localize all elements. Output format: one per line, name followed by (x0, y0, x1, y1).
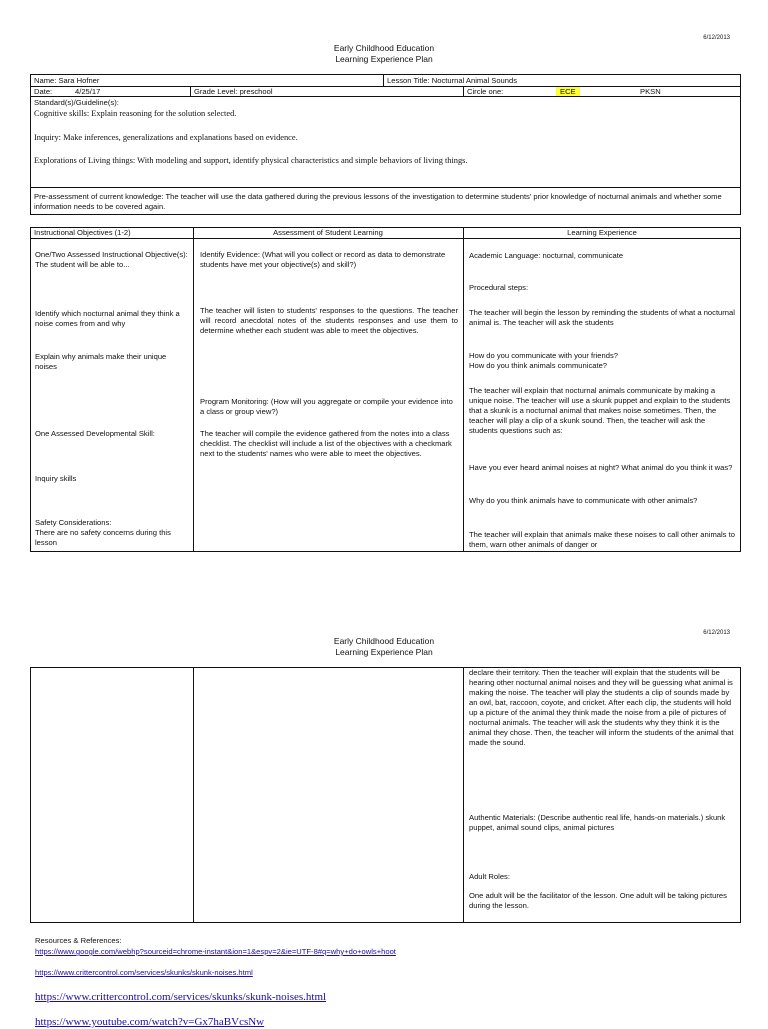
adult-roles-heading: Adult Roles: (469, 872, 510, 881)
title-line-1: Early Childhood Education (333, 636, 435, 646)
resource-link-1[interactable]: https://www.google.com/webhp?sourceid=chrome-instant&ion=1&espv=2&ie=UTF-8#q=why+do+owls+hoot (35, 947, 396, 956)
evidence-text: The teacher will listen to students' responses to the questions. The teacher will record anecdotal notes of the students responses and use them to determine whether each student was able to meet the objectives. (200, 306, 458, 335)
standards-heading: Standard(s)/Guideline(s): (34, 98, 119, 107)
title-line-1: Early Childhood Education (333, 43, 435, 53)
page-gap (0, 560, 768, 618)
resource-link-3[interactable]: https://www.crittercontrol.com/services/skunks/skunk-noises.html (35, 991, 327, 1003)
procedure-paragraph-3: The teacher will explain that animals make these noises to call other animals to them, warn other animals of danger or (469, 530, 735, 549)
authentic-materials: Authentic Materials: (Describe authentic real life, hands-on materials.) skunk puppet, animal sound clips, animal pictures (469, 813, 726, 832)
date-value: 4/25/17 (75, 87, 101, 96)
safety-heading: Safety Considerations: (35, 518, 112, 527)
adult-roles-text: One adult will be the facilitator of the lesson. One adult will be taking pictures during the lesson. (469, 891, 727, 910)
page-date: 6/12/2013 (703, 35, 730, 41)
date-label: Date: (34, 87, 53, 96)
objective-2: Explain why animals make their unique noises (35, 352, 167, 371)
question-3: Have you ever heard animal noises at night? What animal do you think it was? (469, 463, 733, 472)
grade-level-field: Grade Level: preschool (194, 87, 273, 96)
academic-language: Academic Language: nocturnal, communicate (469, 251, 624, 260)
document-title (0, 43, 768, 65)
column-header-objectives: Instructional Objectives (1-2) (34, 228, 131, 237)
standard-inquiry: Inquiry: Make inferences, generalizations and explanations based on evidence. (34, 133, 298, 142)
identify-evidence: Identify Evidence: (What will you collect or record as data to demonstrate students have met your objective(s) and skill?) (200, 250, 446, 269)
resource-link-4[interactable]: https://www.youtube.com/watch?v=Gx7haBVcsNw (35, 1016, 265, 1028)
question-4: Why do you think animals have to communicate with other animals? (469, 496, 698, 505)
column-header-assessment: Assessment of Student Learning (273, 228, 383, 237)
page-date: 6/12/2013 (703, 630, 730, 636)
program-monitoring: Program Monitoring: (How will you aggregate or compile your evidence into a class or group view?) (200, 397, 453, 416)
resources-heading: Resources & References: (35, 936, 122, 945)
standard-cognitive: Cognitive skills: Explain reasoning for the solution selected. (34, 109, 237, 118)
ece-option: ECE (556, 87, 580, 97)
lesson-title-field: Lesson Title: Nocturnal Animal Sounds (387, 76, 518, 85)
safety-text: There are no safety concerns during this lesson (35, 528, 171, 547)
document-page-2 (0, 618, 768, 1028)
compile-text: The teacher will compile the evidence gathered from the notes into a class checklist. The checklist will include a list of the objectives with a checkmark next to the students' names who were able to meet the objectives. (200, 429, 452, 458)
procedure-continued: declare their territory. Then the teacher will explain that the students will be hearing other nocturnal animal noises and they will be guessing what animal is making the noise. The teacher will play the students a clip of sounds made by an owl, bat, raccoon, coyote, and cricket. After each clip, the students will hold up a picture of the animal they think made the noise from a pile of pictures of nocturnal animals. The teacher will ask the students why they think it is the animal they chose. Then, the teacher will inform the students of the animal that made the sound. (469, 668, 734, 747)
objective-1: Identify which nocturnal animal they think a noise comes from and why (35, 309, 180, 328)
inquiry-skills: Inquiry skills (35, 474, 77, 483)
standard-living-things: Explorations of Living things: With modeling and support, identify physical characteristics and simple behaviors of living things. (34, 156, 468, 165)
procedure-paragraph-2: The teacher will explain that nocturnal animals communicate by making a unique noise. The teacher will use a skunk puppet and explain to the students that a skunk is a nocturnal animal that makes noise sometimes. Then, the teacher will play a clip of a skunk sound. Then, the teacher will ask the students questions such as: (469, 386, 731, 435)
procedure-paragraph-1: The teacher will begin the lesson by reminding the students of what a nocturnal animal is. The teacher will ask the students (469, 308, 735, 327)
title-line-2: Learning Experience Plan (335, 54, 433, 64)
title-line-2: Learning Experience Plan (335, 647, 433, 657)
resource-link-2[interactable]: https://www.crittercontrol.com/services/skunks/skunk-noises.html (35, 968, 253, 977)
question-1: How do you communicate with your friends? (469, 351, 618, 360)
pksn-option: PKSN (640, 87, 661, 96)
name-field: Name: Sara Hofner (34, 76, 100, 85)
circle-one-label: Circle one: (467, 87, 504, 96)
question-2: How do you think animals communicate? (469, 361, 608, 370)
column-header-experience: Learning Experience (567, 228, 637, 237)
pre-assessment: Pre-assessment of current knowledge: The teacher will use the data gathered during the previous lessons of the investigation to determine students' prior knowledge of nocturnal animals and whether some information needs to be covered again. (34, 192, 722, 211)
procedural-steps-heading: Procedural steps: (469, 283, 529, 292)
objectives-intro: One/Two Assessed Instructional Objective(s): The student will be able to... (35, 250, 188, 269)
developmental-skill: One Assessed Developmental Skill: (35, 429, 155, 438)
document-title (0, 636, 768, 658)
